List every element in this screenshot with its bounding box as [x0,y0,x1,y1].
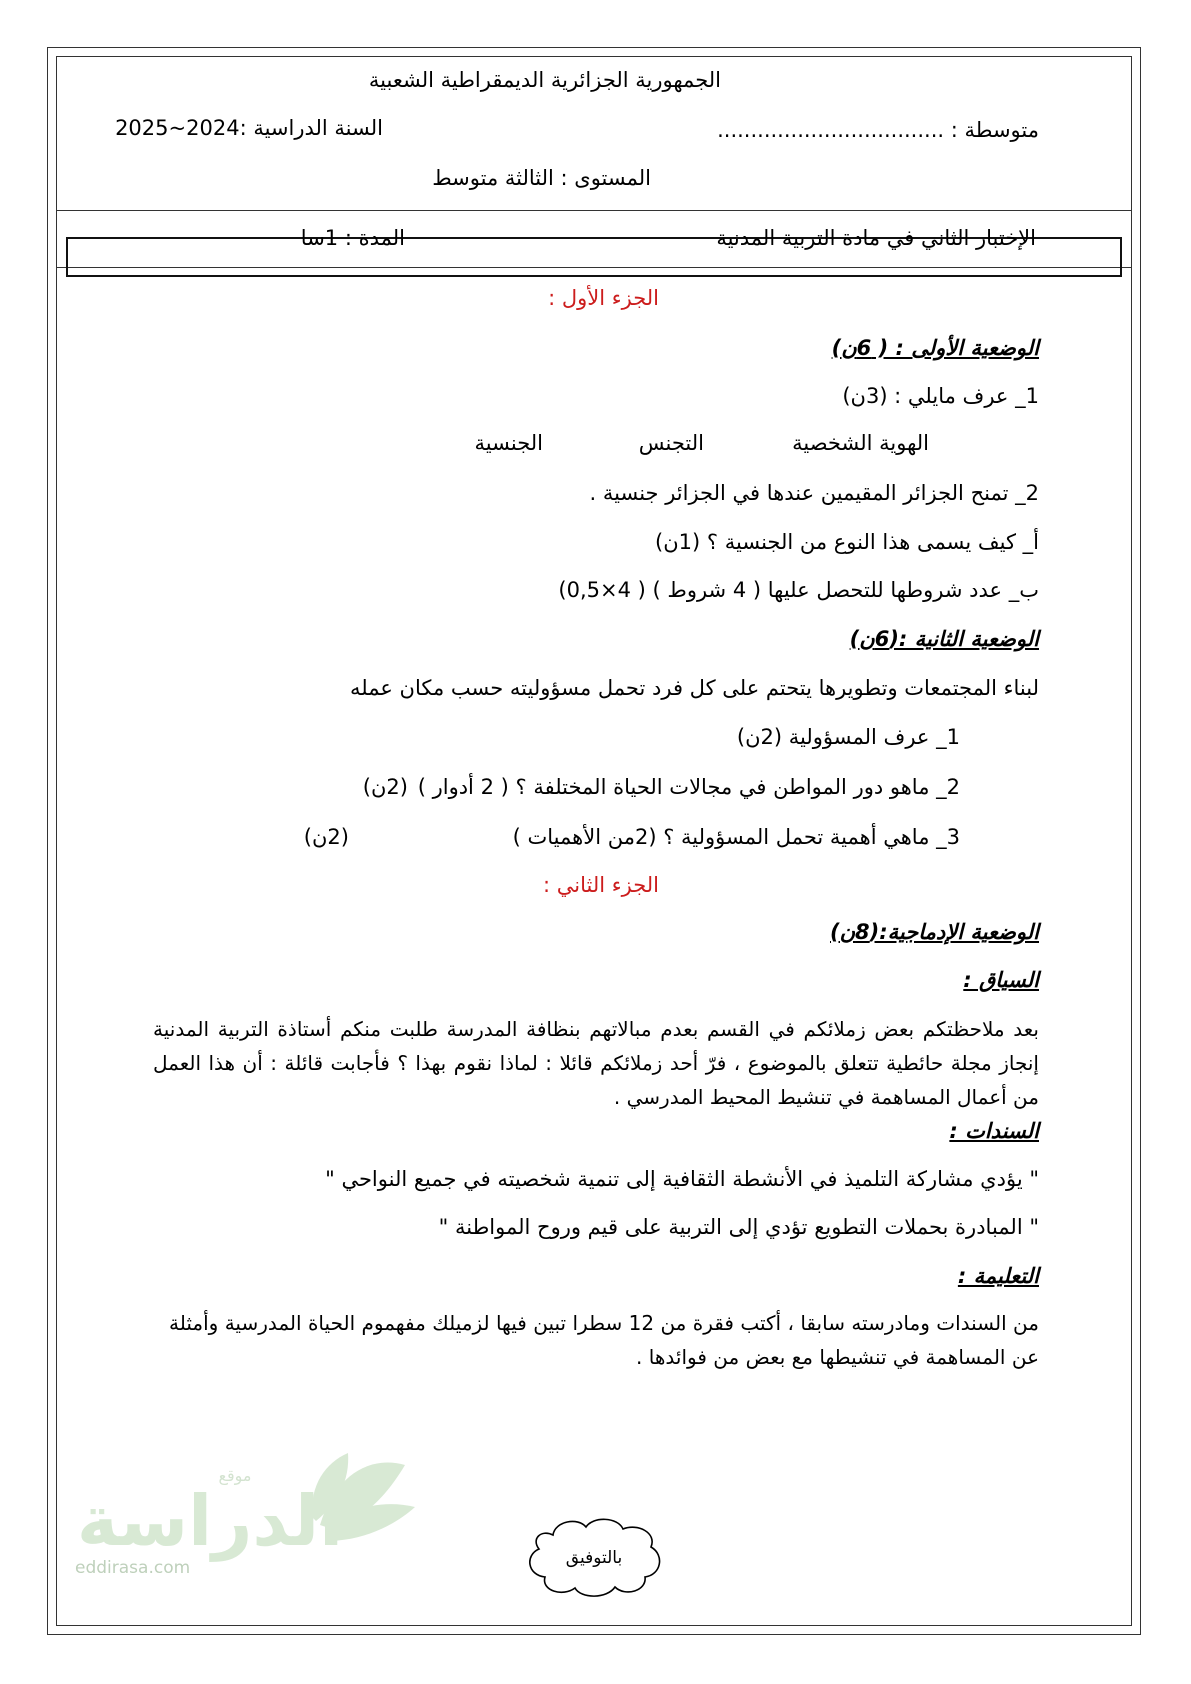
situation1-heading: الوضعية الأولى : ( 6ن) [831,336,1039,360]
watermark-brand: الدراسة [76,1480,344,1562]
school-year: السنة الدراسية :2024~2025 [115,116,383,140]
part1-title: الجزء الأول : [548,286,659,310]
situation2-heading: الوضعية الثانية :(6ن) [849,627,1039,651]
situation1-q2a: أ_ كيف يسمى هذا النوع من الجنسية ؟ (1ن) [655,530,1039,554]
context-label: السياق : [963,968,1039,992]
situation1-q2b: ب_ عدد شروطها للتحصل عليها ( 4 شروط ) ( 4×0,5) [558,578,1039,602]
closing-text: بالتوفيق [565,1548,623,1568]
term-nationality: الجنسية [474,431,543,455]
closing-cloud [523,1513,665,1599]
header-divider [56,210,1132,211]
term-naturalization: التجنس [638,431,704,455]
situation2-q3-points: (2ن) [303,825,349,849]
part2-title: الجزء الثاني : [543,873,659,897]
situation2-q2: 2_ ماهو دور المواطن في مجالات الحياة المختلفة ؟ ( 2 أدوار ) [417,775,960,799]
watermark-small: موقع [218,1466,252,1485]
republic-title: الجمهورية الجزائرية الديمقراطية الشعبية [368,68,721,92]
integration-heading: الوضعية الإدماجية:(8ن) [830,920,1039,944]
instruction-label: التعليمة : [957,1264,1039,1288]
support-1: " يؤدي مشاركة التلميذ في الأنشطة الثقافية إلى تنمية شخصيته في جميع النواحي " [325,1167,1039,1191]
situation1-q2: 2_ تمنح الجزائر المقيمين عندها في الجزائر جنسية . [589,481,1039,505]
exam-duration: المدة : 1سا [300,226,405,250]
situation2-intro: لبناء المجتمعات وتطويرها يتحتم على كل فرد تحمل مسؤوليته حسب مكان عمله [350,676,1039,700]
context-paragraph: بعد ملاحظتكم بعض زملائكم في القسم بعدم مبالاتهم بنظافة المدرسة طلبت منكم أستاذة التربية المدنية إنجاز مجلة حائطية تتعلق بالموضوع ، فرّ أحد زملائكم قائلا : لماذا نقوم بهذا ؟ فأجابت قائلة : أن هذا العمل من أعمال المساهمة في تنشيط المحيط المدرسي . [153,1017,1039,1109]
school-name-field: متوسطة : .................................. [717,118,1039,142]
support-2: " المبادرة بحملات التطويع تؤدي إلى التربية على قيم وروح المواطنة " [438,1215,1039,1239]
watermark-domain: eddirasa.com [75,1558,191,1575]
instruction-paragraph: من السندات ومادرسته سابقا ، أكتب فقرة من 12 سطرا تبين فيها لزميلك مفهموم الحياة المدرسية وأمثلة عن المساهمة في تنشيطها مع بعض من فوائدها . [169,1311,1039,1369]
situation2-q2-points: (2ن) [362,775,408,799]
supports-label: السندات : [949,1119,1039,1143]
eddirasa-watermark [70,1445,430,1575]
term-personal-identity: الهوية الشخصية [792,431,929,455]
situation1-q1: 1_ عرف مايلي : (3ن) [842,384,1039,408]
exam-title: الإختبار الثاني في مادة التربية المدنية [716,226,1036,250]
situation2-q1: 1_ عرف المسؤولية (2ن) [736,725,960,749]
level-label: المستوى : الثالثة متوسط [432,166,651,190]
situation2-q3: 3_ ماهي أهمية تحمل المسؤولية ؟ (2من الأهميات ) [512,825,960,849]
